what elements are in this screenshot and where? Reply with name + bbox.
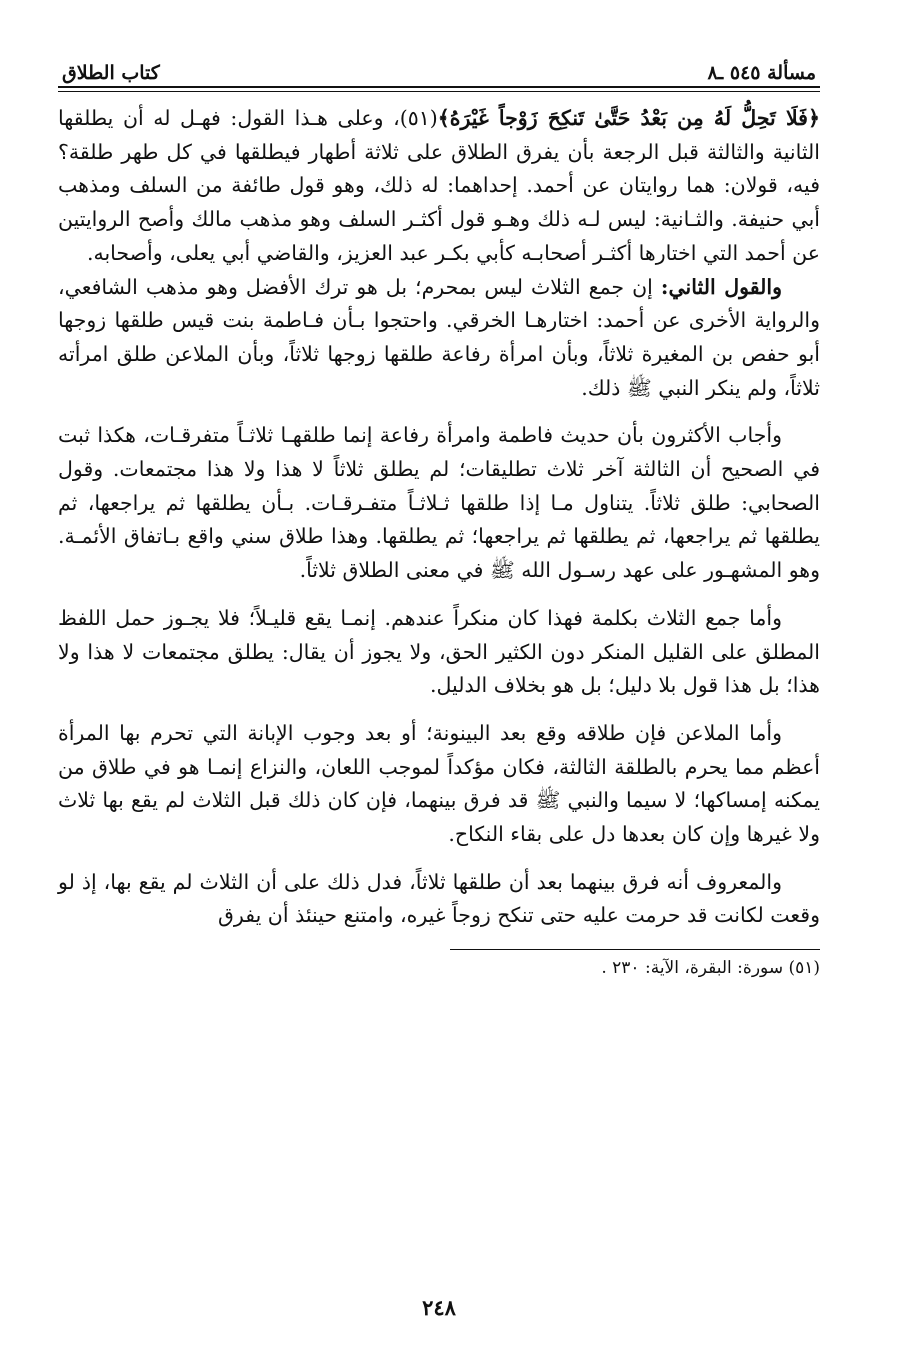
- header-book-title: كتاب الطلاق: [62, 62, 160, 84]
- quran-verse: ﴿فَلَا تَحِلُّ لَهُ مِن بَعْدُ حَتَّىٰ تَنكِحَ زَوْجاً غَيْرَهُ﴾: [437, 106, 820, 130]
- paragraph-2: [58, 271, 820, 406]
- paragraph-6: والمعروف أنه فرق بينهما بعد أن طلقها ثلاثاً، فدل ذلك على أن الثلاث لم يقع بها، إذ لو وقعت لكانت قد حرمت عليه حتى تنكح زوجاً غيره، وامتنع حينئذ أن يفرق: [58, 869, 820, 928]
- paragraph-4: وأما جمع الثلاث بكلمة فهذا كان منكراً عندهم. إنمـا يقع قليـلاً؛ فلا يجـوز حمل اللفظ المطلق على القليل المنكر دون الكثير الحق، ولا يجوز أن يقال: يطلق مجتمعات لا هذا ولا هذا؛ بل هذا قول بلا دليل؛ بل هو بخلاف الدليل.: [58, 605, 820, 698]
- footnote-rule: [450, 949, 820, 950]
- paragraph-2-text: إن جمع الثلاث ليس بمحرم؛ بل هو ترك الأفضل وهو مذهب الشافعي، والرواية الأخرى عن أحمد: اختارهـا الخرقي. واحتجوا بـأن فـاطمة بنت قيس طلقها زوجها أبو حفص بن المغيرة ثلاثاً، وبأن امرأة رفاعة طلقها زوجها ثلاثاً، وبأن الملاعن طلق امرأته ثلاثاً، ولم ينكر النبي ﷺ ذلك.: [58, 274, 820, 400]
- header-issue-number: مسألة ٥٤٥ ـ٨: [707, 62, 816, 84]
- paragraph-1: [58, 102, 820, 271]
- header-rule-thin: [58, 91, 820, 92]
- paragraph-1-text: (٥١)، وعلى هـذا القول: فهـل له أن يطلقها الثانية والثالثة قبل الرجعة بأن يفرق الطلاق على ثلاثة أطهار فيطلقها في كل طهر طلقة؟ فيه، قولان: هما روايتان عن أحمد. إحداهما: له ذلك، وهو قول طائفة من السلف ومذهب أبي حنيفة. والثـانية: ليس لـه ذلك وهـو قول أكثـر السلف وهو مذهب مالك وأصح الروايتين عن أحمد التي اختارها أكثـر أصحابـه كأبي بكـر عبد العزيز، والقاضي أبي يعلى، وأصحابه.: [58, 106, 820, 265]
- paragraph-3: وأجاب الأكثرون بأن حديث فاطمة وامرأة رفاعة إنما طلقهـا ثلاثـاً متفرقـات، هكذا ثبت في الصحيح أن الثالثة آخر ثلاث تطليقات؛ لم يطلق ثلاثاً لا هذا ولا هذا مجتمعات. وقول الصحابي: طلق ثلاثاً. يتناول مـا إذا طلقها ثـلاثـاً متفـرقـات. بـأن يطلقها ثم يراجعها، ثم يطلقها ثم يراجعها، ثم يطلقها ثم يراجعها؛ ثم يطلقها. وهذا طلاق سني واقع بـاتفاق الأئمـة. وهو المشهـور على عهد رسـول الله ﷺ في معنى الطلاق ثلاثاً.: [58, 423, 820, 583]
- paragraph-5: وأما الملاعن فإن طلاقه وقع بعد البينونة؛ أو بعد وجوب الإبانة التي تحرم بها المرأة أعظم مما يحرم بالطلقة الثالثة، فكان مؤكداً لموجب اللعان، والنزاع إنمـا هو في طلاق من يمكنه إمساكها؛ لا سيما والنبي ﷺ قد فرق بينهما، فإن كان ذلك قبل الثلاث لم يقع بها ثلاث ولا غيرها وإن كان بعدها دل على بقاء النكاح.: [58, 720, 820, 847]
- page-number: ٢٤٨: [422, 1295, 456, 1320]
- main-text: [58, 102, 820, 933]
- second-opinion-heading: والقول الثاني:: [660, 274, 782, 299]
- page: [58, 40, 820, 1320]
- header-rule: [58, 86, 820, 88]
- footnote: (٥١) سورة: البقرة، الآية: ٢٣٠ .: [601, 958, 820, 979]
- running-header: [58, 40, 820, 84]
